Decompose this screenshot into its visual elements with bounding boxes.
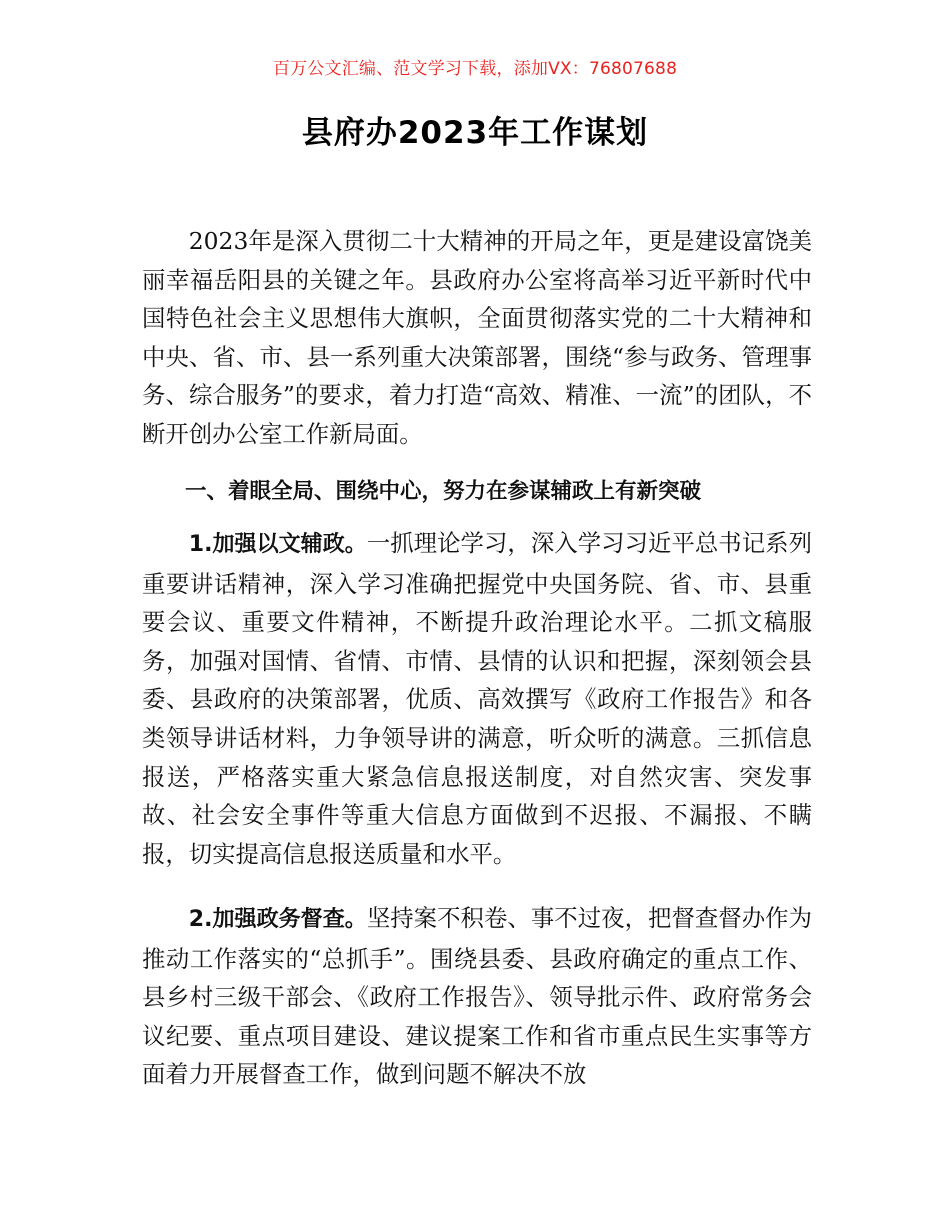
section-heading: 一、着眼全局、围绕中心，努力在参谋辅政上有新突破 (185, 479, 702, 504)
promo-banner: 百万公文汇编、范文学习下载，添加VX：76807688 (272, 59, 678, 79)
intro-paragraph: 2023年是深入贯彻二十大精神的开局之年，更是建设富饶美丽幸福岳阳县的关键之年。县政府办公室将高举习近平新时代中国特色社会主义思想伟大旗帜，全面贯彻落实党的二十大精神和中央、省、市、县一系列重大决策部署，围绕“参与政务、管理事务、综合服务”的要求，着力打造“高效、精准、一流”的团队，不断开创办公室工作新局面。 (142, 227, 812, 448)
item-paragraph-1 (142, 524, 812, 873)
item-text-1: 一抓理论学习，深入学习习近平总书记系列重要讲话精神，深入学习准确把握党中央国务院、省、市、县重要会议、重要文件精神，不断提升政治理论水平。二抓文稿服务，加强对国情、省情、市情、县情的认识和把握，深刻领会县委、县政府的决策部署，优质、高效撰写《政府工作报告》和各类领导讲话材料，力争领导讲的满意，听众听的满意。三抓信息报送，严格落实重大紧急信息报送制度，对自然灾害、突发事故、社会安全事件等重大信息方面做到不迟报、不漏报、不瞒报，切实提高信息报送质量和水平。 (142, 529, 813, 868)
item-paragraph-2 (142, 899, 812, 1094)
item-lead-1: 1.加强以文辅政。 (188, 532, 367, 557)
item-lead-2: 2.加强政务督查。 (188, 907, 367, 932)
item-text-2: 坚持案不积卷、事不过夜，把督查督办作为推动工作落实的“总抓手”。围绕县委、县政府确定的重点工作、县乡村三级干部会、《政府工作报告》、领导批示件、政府常务会议纪要、重点项目建设、建议提案工作和省市重点民生实事等方面着力开展督查工作，做到问题不解决不放 (142, 904, 813, 1089)
document-title: 县府办2023年工作谋划 (301, 115, 649, 151)
